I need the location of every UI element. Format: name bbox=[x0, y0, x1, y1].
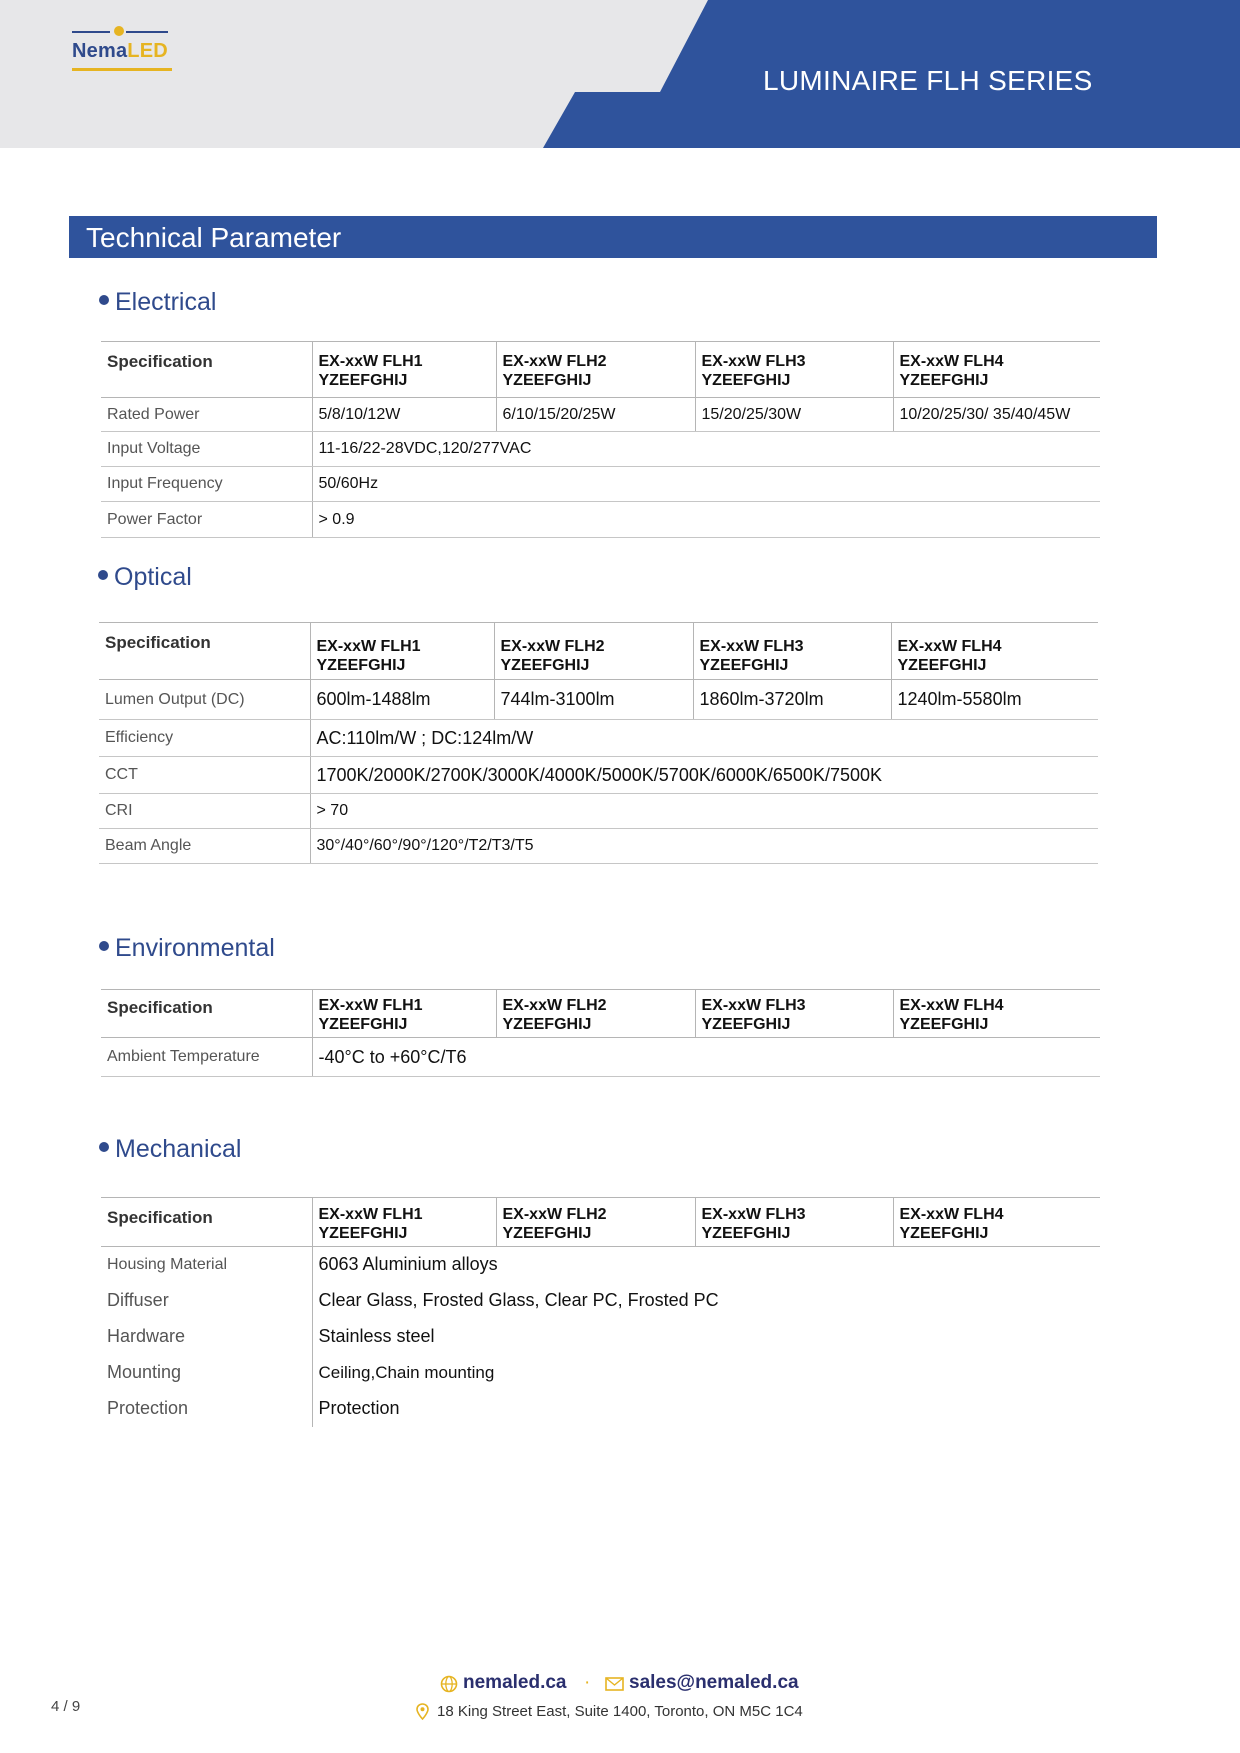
model-header: EX-xxW FLH2 YZEEFGHIJ bbox=[494, 623, 693, 680]
bullet-icon bbox=[99, 941, 109, 951]
environmental-table bbox=[101, 989, 1100, 1077]
table-header-row bbox=[101, 990, 1100, 1038]
table-row: Housing Material 6063 Aluminium alloys bbox=[101, 1247, 1100, 1283]
email-link[interactable]: sales@nemaled.ca bbox=[629, 1672, 799, 1693]
electrical-table bbox=[101, 341, 1100, 538]
table-row: Mounting Ceiling,Chain mounting bbox=[101, 1355, 1100, 1391]
footer-separator: · bbox=[584, 1672, 591, 1693]
table-row: Hardware Stainless steel bbox=[101, 1318, 1100, 1355]
model-header: EX-xxW FLH1 YZEEFGHIJ bbox=[312, 990, 496, 1038]
spec-label: Specification bbox=[101, 342, 312, 398]
spec-label: Specification bbox=[101, 990, 312, 1038]
logo-text: NemaLED bbox=[72, 40, 168, 62]
optical-heading: Optical bbox=[98, 563, 192, 592]
bullet-icon bbox=[98, 570, 108, 580]
section-title: Technical Parameter bbox=[86, 222, 342, 253]
bullet-icon bbox=[99, 1142, 109, 1152]
table-row: Efficiency AC:110lm/W ; DC:124lm/W bbox=[99, 720, 1098, 757]
model-header: EX-xxW FLH1 YZEEFGHIJ bbox=[312, 1198, 496, 1247]
logo-bulb-icon bbox=[114, 26, 124, 36]
spec-label: Specification bbox=[101, 1198, 312, 1247]
model-header: EX-xxW FLH2 YZEEFGHIJ bbox=[496, 990, 695, 1038]
environmental-heading: Environmental bbox=[99, 934, 275, 963]
bullet-icon bbox=[99, 295, 109, 305]
model-header: EX-xxW FLH3 YZEEFGHIJ bbox=[695, 990, 893, 1038]
model-header: EX-xxW FLH4 YZEEFGHIJ bbox=[891, 623, 1098, 680]
model-header: EX-xxW FLH4 YZEEFGHIJ bbox=[893, 342, 1100, 398]
table-row: Beam Angle 30°/40°/60°/90°/120°/T2/T3/T5 bbox=[99, 829, 1098, 864]
table-header-row bbox=[101, 1198, 1100, 1247]
location-pin-icon bbox=[416, 1703, 429, 1720]
model-header: EX-xxW FLH4 YZEEFGHIJ bbox=[893, 990, 1100, 1038]
model-header: EX-xxW FLH1 YZEEFGHIJ bbox=[312, 342, 496, 398]
logo-underline bbox=[72, 68, 172, 71]
mail-icon bbox=[605, 1677, 624, 1691]
model-header: EX-xxW FLH3 YZEEFGHIJ bbox=[695, 1198, 893, 1247]
section-title-bar bbox=[69, 216, 1157, 258]
footer-address: 18 King Street East, Suite 1400, Toronto, ON M5C 1C4 bbox=[437, 1703, 803, 1720]
table-header-row bbox=[101, 342, 1100, 398]
optical-table bbox=[99, 622, 1098, 864]
series-title: LUMINAIRE FLH SERIES bbox=[763, 65, 1093, 96]
mechanical-heading: Mechanical bbox=[99, 1135, 241, 1164]
spec-label: Specification bbox=[99, 623, 310, 680]
logo-line bbox=[126, 31, 168, 33]
table-row: Input Voltage 11-16/22-28VDC,120/277VAC bbox=[101, 432, 1100, 467]
page-number: 4 / 9 bbox=[51, 1698, 81, 1715]
model-header: EX-xxW FLH2 YZEEFGHIJ bbox=[496, 342, 695, 398]
table-row: Rated Power 5/8/10/12W 6/10/15/20/25W 15/20/25/30W 10/20/25/30/ 35/40/45W bbox=[101, 398, 1100, 432]
model-header: EX-xxW FLH3 YZEEFGHIJ bbox=[693, 623, 891, 680]
table-row: Ambient Temperature -40°C to +60°C/T6 bbox=[101, 1038, 1100, 1077]
table-row: Power Factor > 0.9 bbox=[101, 502, 1100, 538]
nemaled-logo bbox=[70, 26, 180, 76]
mechanical-table bbox=[101, 1197, 1100, 1427]
table-row: Input Frequency 50/60Hz bbox=[101, 467, 1100, 502]
table-row: CRI > 70 bbox=[99, 794, 1098, 829]
table-row: Diffuser Clear Glass, Frosted Glass, Clear PC, Frosted PC bbox=[101, 1283, 1100, 1318]
model-header: EX-xxW FLH3 YZEEFGHIJ bbox=[695, 342, 893, 398]
globe-icon bbox=[440, 1675, 458, 1693]
table-row: Protection Protection bbox=[101, 1391, 1100, 1427]
model-header: EX-xxW FLH2 YZEEFGHIJ bbox=[496, 1198, 695, 1247]
model-header: EX-xxW FLH4 YZEEFGHIJ bbox=[893, 1198, 1100, 1247]
table-row: CCT 1700K/2000K/2700K/3000K/4000K/5000K/5700K/6000K/6500K/7500K bbox=[99, 757, 1098, 794]
model-header: EX-xxW FLH1 YZEEFGHIJ bbox=[310, 623, 494, 680]
table-header-row bbox=[99, 623, 1098, 680]
logo-line bbox=[72, 31, 110, 33]
electrical-heading: Electrical bbox=[99, 288, 216, 317]
table-row: Lumen Output (DC) 600lm-1488lm 744lm-3100lm 1860lm-3720lm 1240lm-5580lm bbox=[99, 680, 1098, 720]
website-link[interactable]: nemaled.ca bbox=[463, 1672, 567, 1693]
